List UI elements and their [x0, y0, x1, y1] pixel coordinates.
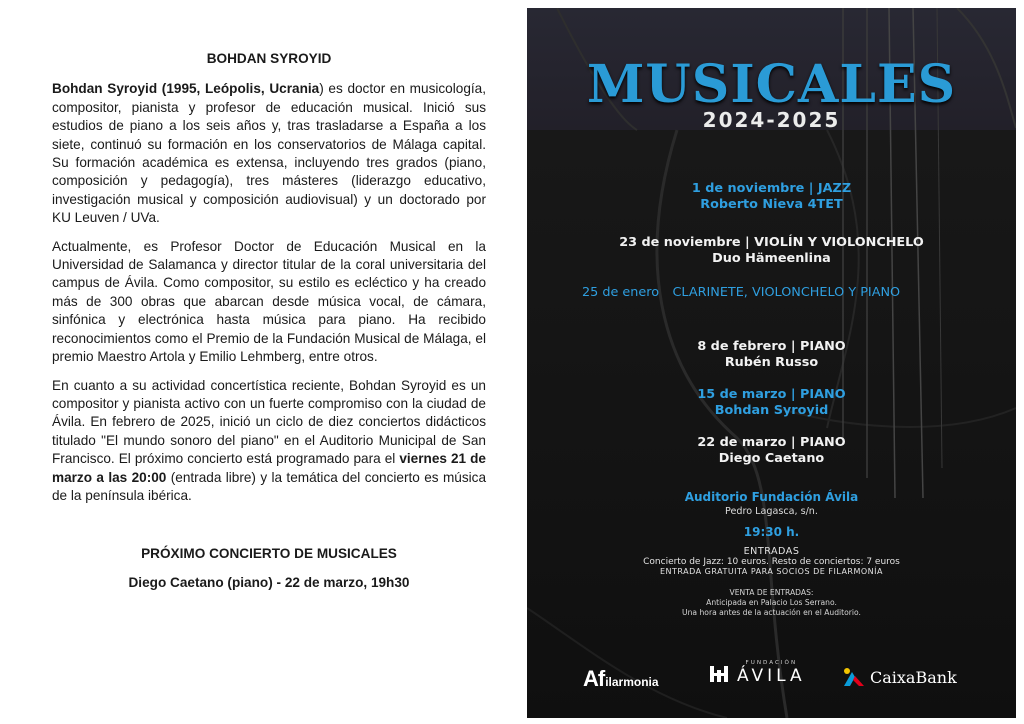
caixabank-logo [841, 666, 957, 688]
event-item [527, 181, 1016, 213]
bio-p3-text-a: En cuanto a su actividad concertística reciente, Bohdan Syroyid es un compositor y pianista activo con un fuerte compromiso con la ciudad de Ávila. En febrero de 2025, inició un ciclo de diez conciertos didácticos titulado "El mundo sonoro del piano" en el Auditorio Municipal de San Francisco. El próximo concierto está programado para el [52, 377, 486, 467]
bio-p3-date: viernes 21 de marzo a las 20:00 [52, 451, 486, 485]
bio-heading: BOHDAN SYROYID [206, 51, 332, 66]
event-artist: Rubén Russo [724, 355, 819, 370]
poster-years: 2024-2025 [702, 108, 841, 132]
venue-address: Pedro Lagasca, s/n. [725, 506, 818, 517]
sponsor-logos [527, 658, 1016, 698]
poster-title: MUSICALES [586, 54, 957, 115]
filarmonia-mark: Af [583, 666, 605, 691]
bio-column [52, 50, 486, 592]
event-date-genre: 8 de febrero | PIANO [697, 339, 846, 354]
filarmonia-text: ilarmonia [605, 675, 659, 689]
caixabank-text: CaixaBank [870, 667, 957, 687]
tickets-title: ENTRADAS [743, 546, 800, 557]
venue-block [527, 490, 1016, 539]
caixabank-star-icon [841, 666, 865, 688]
event-item [527, 339, 1016, 371]
venue-time: 19:30 h. [743, 525, 800, 539]
event-date-genre: 1 de noviembre | JAZZ [691, 181, 852, 196]
fundacion-avila-logo [709, 660, 806, 686]
bio-paragraph-3 [52, 377, 486, 506]
event-inline [582, 285, 900, 300]
bio-p3-text-b: (entrada libre) y la temática del concierto es música de la península ibérica. [52, 469, 486, 503]
event-date-genre: 23 de noviembre | VIOLÍN Y VIOLONCHELO [619, 235, 924, 250]
tickets-prices: Concierto de Jazz: 10 euros. Resto de conciertos: 7 euros [643, 557, 900, 567]
event-artist: Roberto Nieva 4TET [700, 197, 843, 212]
sales-block [527, 588, 1016, 618]
tickets-free: ENTRADA GRATUITA PARA SOCIOS DE FILARMONÍA [659, 567, 883, 576]
next-concert-line: Diego Caetano (piano) - 22 de marzo, 19h30 [128, 574, 410, 590]
bio-paragraph-2: Actualmente, es Profesor Doctor de Educación Musical en la Universidad de Salamanca y director titular de la coral universitaria del campus de Ávila. Como compositor, su estilo es ecléctico y ha creado más de 300 obras que abarcan desde música vocal, de cámara, sinfónica y electrónica hasta música para piano. Ha recibido reconocimientos como el Premio de la Fundación Musical de Málaga, el premio Maestro Artola y Emilio Lehmberg, entre otros. [52, 238, 486, 365]
tickets-block [527, 546, 1016, 576]
event-item [527, 387, 1016, 419]
event-item [527, 435, 1016, 467]
bio-p1-text: ) es doctor en musicología, compositor, pianista y profesor de educación musical. Inició sus estudios de piano a los seis años y, tras trasladarse a España a los siete, continuó su formación en los conservatorios de Málaga capital. Su formación académica es extensa, incluyendo tres grados (piano, composición y pedagogía), tres másteres (liderazgo educativo, investigación musical y composición audiovisual) y un doctorado por KU Leuven / UVa. [52, 81, 486, 226]
fundacion-avila-icon [709, 662, 731, 684]
sales-title: VENTA DE ENTRADAS: [729, 588, 814, 597]
event-artist: Bohdan Syroyid [714, 403, 829, 418]
event-item [527, 235, 1016, 267]
event-inline-program: CLARINETE, VIOLONCHELO Y PIANO [672, 285, 901, 300]
sales-line-2: Una hora antes de la actuación en el Auditorio. [682, 608, 861, 617]
sales-line-1: Anticipada en Palacio Los Serrano. [706, 598, 837, 607]
fundacion-label: FUNDACIÓN [745, 660, 798, 666]
bio-name-origin: Bohdan Syroyid (1995, Leópolis, Ucrania [52, 81, 320, 97]
venue-name: Auditorio Fundación Ávila [684, 490, 859, 504]
musicales-poster [527, 8, 1016, 718]
avila-label: ÁVILA [737, 666, 806, 686]
next-concert-title: PRÓXIMO CONCIERTO DE MUSICALES [141, 546, 397, 562]
event-inline-date: 25 de enero [582, 285, 660, 300]
filarmonia-logo [583, 666, 659, 692]
event-date-genre: 22 de marzo | PIANO [697, 435, 846, 450]
bio-paragraph-1 [52, 80, 486, 227]
event-date-genre: 15 de marzo | PIANO [697, 387, 846, 402]
event-artist: Diego Caetano [718, 451, 825, 466]
event-artist: Duo Hämeenlina [712, 251, 831, 266]
